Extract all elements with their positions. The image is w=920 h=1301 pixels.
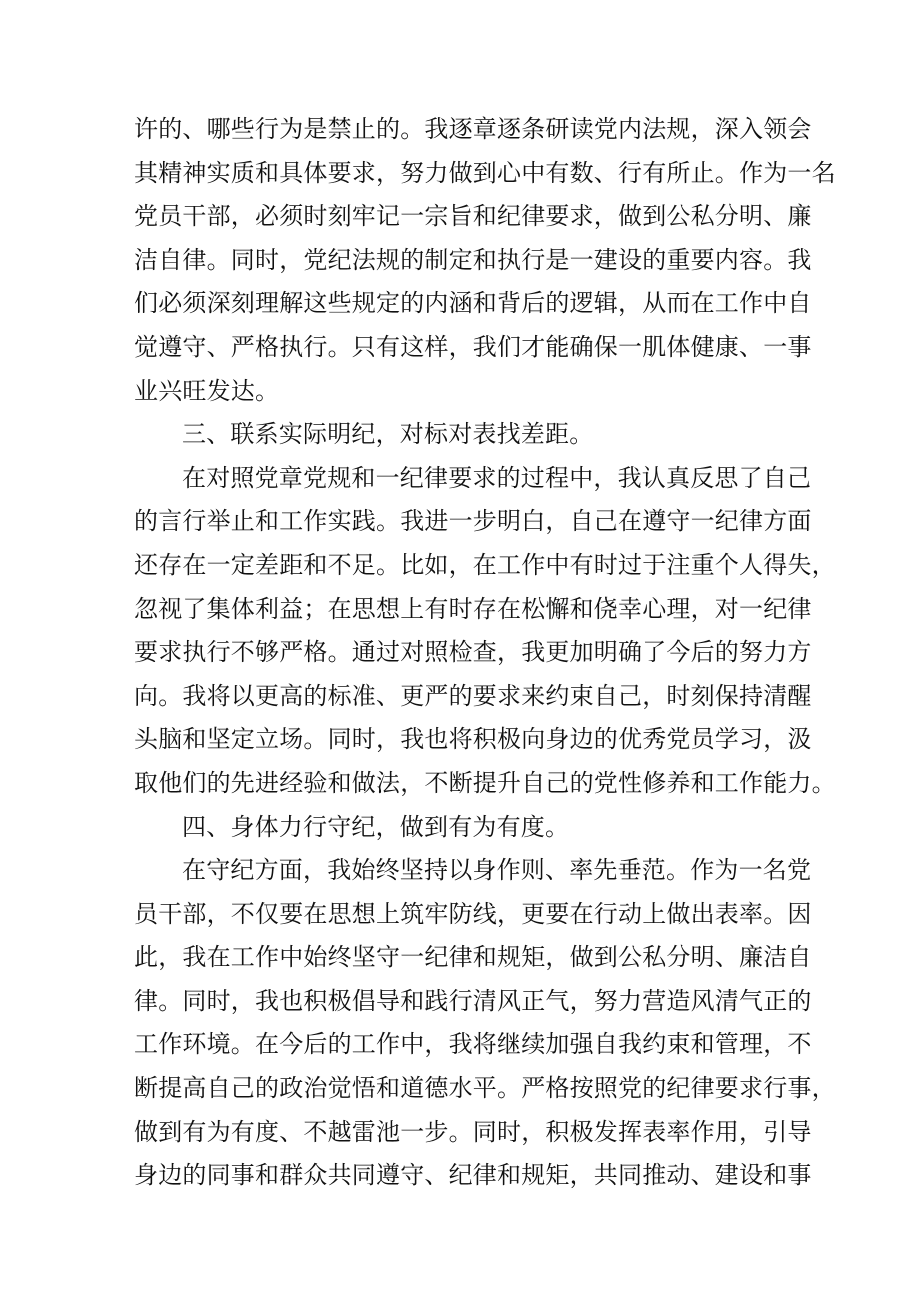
text-line: 觉遵守、严格执行。只有这样，我们才能确保一肌体健康、一事 [134, 332, 812, 361]
text-line: 其精神实质和具体要求，努力做到心中有数、行有所止。作为一名 [134, 158, 836, 187]
text-line: 还存在一定差距和不足。比如，在工作中有时过于注重个人得失， [134, 550, 836, 579]
section-3-paragraph [134, 457, 836, 806]
text-line: 业兴旺发达。 [134, 376, 280, 405]
text-line: 取他们的先进经验和做法，不断提升自己的党性修养和工作能力。 [134, 768, 836, 797]
text-line: 律。同时，我也积极倡导和践行清风正气，努力营造风清气正的 [134, 986, 812, 1015]
text-line: 的言行举止和工作实践。我进一步明白，自己在遵守一纪律方面 [134, 507, 812, 536]
section-heading-3: 三、联系实际明纪，对标对表找差距。 [182, 420, 594, 449]
text-line: 断提高自己的政治觉悟和道德水平。严格按照党的纪律要求行事， [134, 1074, 836, 1103]
document-page [134, 108, 836, 1198]
section-heading-4: 四、身体力行守纪，做到有为有度。 [182, 812, 570, 841]
text-line: 向。我将以更高的标准、更严的要求来约束自己，时刻保持清醒 [134, 681, 812, 710]
text-line: 们必须深刻理解这些规定的内涵和背后的逻辑，从而在工作中自 [134, 289, 812, 318]
section-4-paragraph [134, 849, 836, 1198]
text-line: 洁自律。同时，党纪法规的制定和执行是一建设的重要内容。我 [134, 245, 812, 274]
text-line: 在对照党章党规和一纪律要求的过程中，我认真反思了自己 [182, 463, 812, 492]
text-line: 要求执行不够严格。通过对照检查，我更加明确了今后的努力方 [134, 638, 812, 667]
text-line: 党员干部，必须时刻牢记一宗旨和纪律要求，做到公私分明、廉 [134, 202, 812, 231]
text-line: 在守纪方面，我始终坚持以身作则、率先垂范。作为一名党 [182, 856, 812, 885]
text-line: 身边的同事和群众共同遵守、纪律和规矩，共同推动、建设和事 [134, 1161, 812, 1190]
text-line: 此，我在工作中始终坚守一纪律和规矩，做到公私分明、廉洁自 [134, 943, 812, 972]
text-line: 做到有为有度、不越雷池一步。同时，积极发挥表率作用，引导 [134, 1117, 812, 1146]
text-line: 头脑和坚定立场。同时，我也将积极向身边的优秀党员学习，汲 [134, 725, 812, 754]
text-line: 工作环境。在今后的工作中，我将继续加强自我约束和管理，不 [134, 1030, 812, 1059]
text-line: 许的、哪些行为是禁止的。我逐章逐条研读党内法规，深入领会 [134, 115, 812, 143]
paragraph-continued [134, 108, 836, 413]
text-line: 员干部，不仅要在思想上筑牢防线，更要在行动上做出表率。因 [134, 899, 812, 928]
text-line: 忽视了集体利益；在思想上有时存在松懈和侥幸心理，对一纪律 [134, 594, 812, 623]
